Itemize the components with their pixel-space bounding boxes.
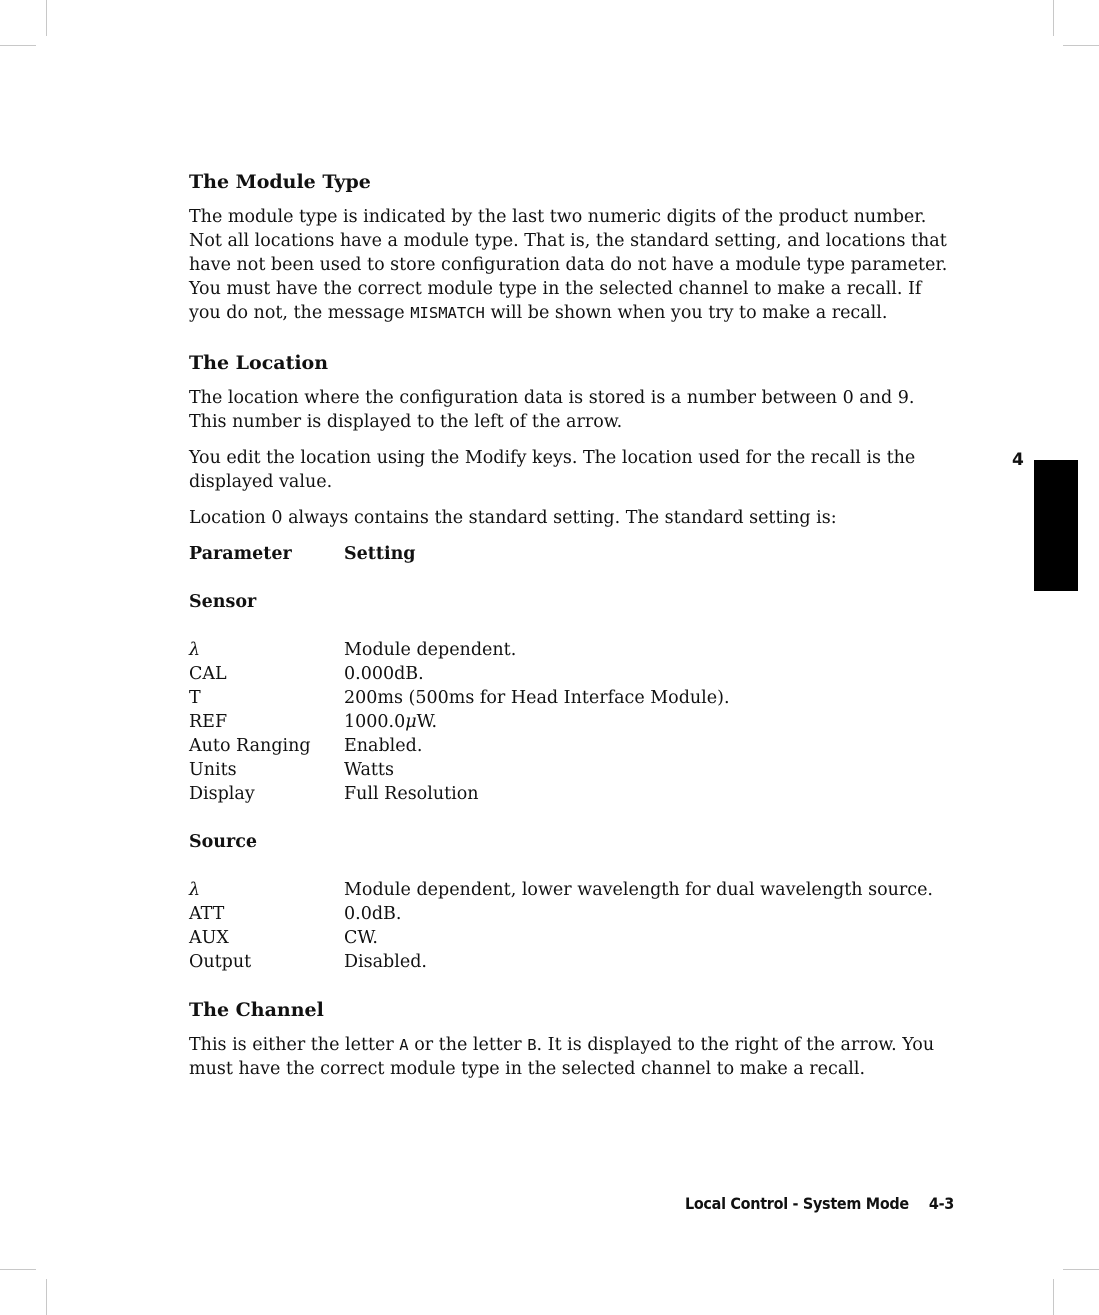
table-row [189, 950, 954, 974]
setting-cell: Module dependent. [344, 640, 517, 660]
section-heading-channel: The Channel [189, 999, 324, 1021]
param-cell: Output [189, 952, 252, 972]
footer-title: Local Control - System Mode [684, 1194, 909, 1213]
crop-mark [46, 1279, 47, 1315]
table-row [189, 878, 954, 902]
micro-symbol: μ [405, 712, 417, 732]
param-cell: T [189, 688, 201, 708]
param-cell: CAL [189, 664, 227, 684]
table-row [189, 662, 954, 686]
text: The module type is indicated by the last two numeric digits of the product number. Not all locations have a module type. That is, the standard setting, and locations that have not been used to store configuration data do not have a module type parameter. You must have the correct module type in the selected channel to make a recall. If you do not, the message [189, 207, 948, 323]
setting-cell: Enabled. [344, 736, 423, 756]
crop-mark [1053, 0, 1054, 36]
text: or the letter [408, 1035, 528, 1055]
table-header-row [189, 542, 954, 566]
setting-cell: Full Resolution [344, 784, 479, 804]
param-cell: Units [189, 760, 237, 780]
text: This is either the letter [189, 1035, 400, 1055]
text: W. [416, 712, 438, 732]
param-cell: Auto Ranging [189, 736, 311, 756]
channel-code-b: B [527, 1036, 537, 1054]
table-row [189, 734, 954, 758]
crop-mark [0, 45, 36, 46]
setting-cell: 0.000dB. [344, 664, 424, 684]
setting-cell [344, 710, 954, 734]
column-header-setting: Setting [344, 544, 416, 564]
location-paragraph-3: Location 0 always contains the standard setting. The standard setting is: [189, 508, 837, 528]
module-type-paragraph [189, 205, 954, 325]
chapter-tab-number: 4 [1012, 450, 1024, 470]
param-cell: ATT [189, 904, 225, 924]
location-paragraph-1: The location where the configuration data is stored is a number between 0 and 9. This number is displayed to the left of the arrow. [189, 388, 915, 432]
mismatch-code: MISMATCH [410, 304, 485, 322]
setting-cell: 0.0dB. [344, 904, 402, 924]
param-cell: REF [189, 712, 228, 732]
crop-mark [1053, 1279, 1054, 1315]
table-row [189, 902, 954, 926]
crop-mark [1063, 1269, 1099, 1270]
page-footer [685, 1194, 954, 1213]
text: 1000.0 [344, 712, 406, 732]
table-row [189, 782, 954, 806]
setting-cell: 200ms (500ms for Head Interface Module). [344, 688, 730, 708]
channel-code-a: A [399, 1036, 409, 1054]
section-heading-module-type: The Module Type [189, 171, 371, 193]
text: will be shown when you try to make a recall. [484, 303, 888, 323]
crop-mark [0, 1269, 36, 1270]
page-number: 4-3 [928, 1194, 954, 1213]
page-content [189, 170, 954, 1093]
text: . It is displayed to the right of the arrow. You must have the correct module type in the selected channel to make a recall. [189, 1035, 935, 1079]
param-cell: AUX [189, 928, 229, 948]
setting-cell: Disabled. [344, 952, 427, 972]
crop-mark [46, 0, 47, 36]
table-row [189, 926, 954, 950]
crop-mark [1063, 45, 1099, 46]
setting-cell: Module dependent, lower wavelength for dual wavelength source. [344, 880, 933, 900]
table-row [189, 686, 954, 710]
table-row [189, 638, 954, 662]
param-cell: λ [189, 640, 201, 660]
sensor-group-title: Sensor [189, 592, 257, 612]
table-row [189, 710, 954, 734]
location-paragraph-2: You edit the location using the Modify keys. The location used for the recall is the displayed value. [189, 448, 916, 492]
source-group-title: Source [189, 832, 258, 852]
param-cell: λ [189, 880, 201, 900]
chapter-tab-marker [1034, 460, 1078, 591]
table-row [189, 758, 954, 782]
column-header-parameter: Parameter [189, 544, 292, 564]
setting-cell: CW. [344, 928, 378, 948]
channel-paragraph [189, 1033, 954, 1081]
param-cell: Display [189, 784, 255, 804]
standard-settings-table [189, 542, 954, 974]
section-heading-location: The Location [189, 352, 329, 374]
setting-cell: Watts [344, 760, 394, 780]
